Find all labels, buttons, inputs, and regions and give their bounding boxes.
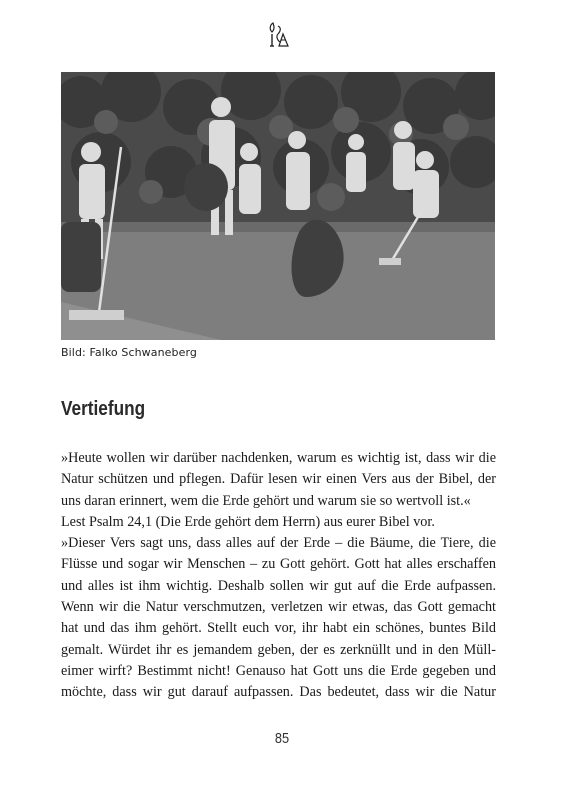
text-line: und alles ist ihm wichtig. Deshalb sollen wir gut auf die Erde aufpassen. — [61, 577, 496, 594]
text-line: Lest Psalm 24,1 (Die Erde gehört dem Herrn) aus eurer Bibel vor. — [61, 513, 435, 530]
photo-caption: Bild: Falko Schwaneberg — [61, 346, 198, 359]
text-line: eimer wirft? Bestimmt nicht! Genauso hat Gott uns die Erde gegeben und — [61, 662, 496, 679]
text-line: uns daran erinnert, wem die Erde gehört und warum sie so wertvoll ist.« — [61, 492, 471, 509]
page-number: 85 — [274, 730, 290, 747]
text-line: Wenn wir die Natur verschmutzen, verletzen wir etwas, das Gott gemacht — [61, 599, 496, 616]
group-cleanup-photo — [61, 72, 495, 340]
body-text — [61, 448, 496, 704]
candle-tree-icon — [264, 20, 294, 50]
text-line: »Dieser Vers sagt uns, dass alles auf der Erde – die Bäume, die Tiere, die — [61, 535, 496, 552]
text-line: hat und das ihm gehört. Stellt euch vor, ihr habt ein schönes, buntes Bild — [61, 620, 496, 637]
text-line: möchte, dass wir gut darauf aufpassen. Das bedeutet, dass wir die Natur — [61, 684, 496, 701]
text-line: gemalt. Würdet ihr es jemandem geben, der es zerknüllt und in den Müll- — [61, 641, 496, 658]
text-line: Natur schützen und pflegen. Dafür lesen wir einen Vers aus der Bibel, der — [61, 471, 496, 488]
section-heading: Vertiefung — [61, 398, 146, 420]
text-line: Flüsse und sogar wir Menschen – zu Gott gehört. Gott hat alles erschaffen — [61, 556, 496, 573]
text-line: »Heute wollen wir darüber nachdenken, warum es wichtig ist, dass wir die — [61, 450, 496, 466]
